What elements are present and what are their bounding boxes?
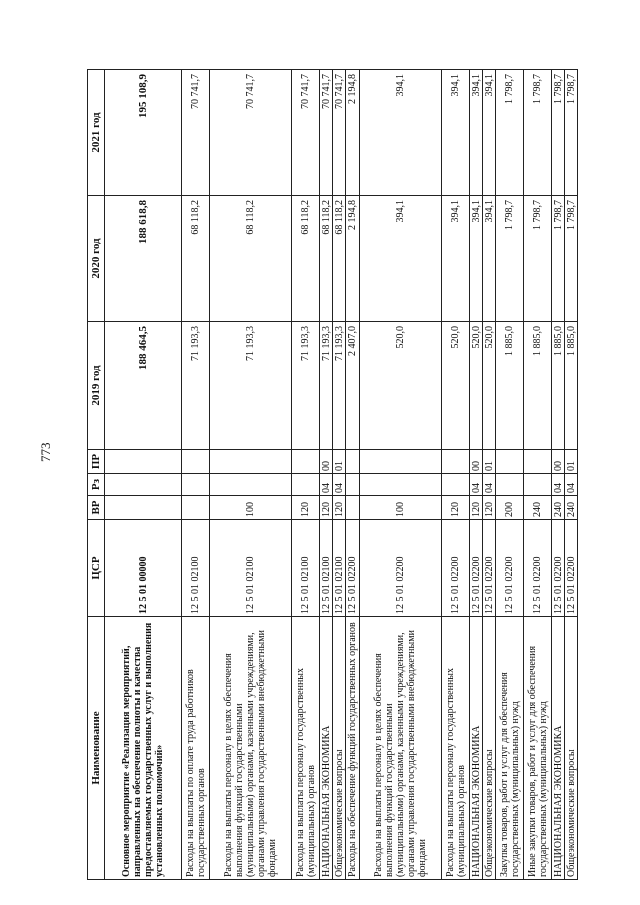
row-2020: 1 798,7 bbox=[496, 196, 524, 322]
row-2021: 1 798,7 bbox=[565, 70, 578, 196]
row-2021: 2 194,8 bbox=[346, 70, 360, 196]
row-vr: 240 bbox=[524, 496, 552, 520]
row-csr: 12 5 01 02200 bbox=[470, 520, 483, 617]
row-2021: 1 798,7 bbox=[552, 70, 565, 196]
row-csr: 12 5 01 02200 bbox=[442, 520, 470, 617]
row-rz: 04 bbox=[470, 474, 483, 496]
row-csr: 12 5 01 02200 bbox=[360, 520, 442, 617]
row-vr: 100 bbox=[360, 496, 442, 520]
row-vr: 120 bbox=[442, 496, 470, 520]
header-vr: ВР bbox=[88, 496, 105, 520]
row-pr: 01 bbox=[483, 450, 496, 474]
table-row bbox=[483, 70, 496, 880]
table-row bbox=[182, 70, 210, 880]
row-2021: 394,1 bbox=[470, 70, 483, 196]
row-2020: 188 618,8 bbox=[105, 196, 182, 322]
row-csr: 12 5 01 02200 bbox=[565, 520, 578, 617]
row-2019: 71 193,3 bbox=[210, 322, 292, 450]
row-name: Закупка товаров, работ и услуг для обеспечения государственных (муниципальных) нужд bbox=[496, 617, 524, 880]
row-rz: 04 bbox=[320, 474, 333, 496]
row-2021: 70 741,7 bbox=[210, 70, 292, 196]
row-2019: 71 193,3 bbox=[333, 322, 346, 450]
header-2020: 2020 год bbox=[88, 196, 105, 322]
table-row bbox=[346, 70, 360, 880]
row-2021: 70 741,7 bbox=[292, 70, 320, 196]
row-pr bbox=[442, 450, 470, 474]
table-row bbox=[333, 70, 346, 880]
row-pr bbox=[524, 450, 552, 474]
header-csr: ЦСР bbox=[88, 520, 105, 617]
row-pr bbox=[292, 450, 320, 474]
row-pr bbox=[105, 450, 182, 474]
row-2019: 520,0 bbox=[470, 322, 483, 450]
row-2021: 70 741,7 bbox=[320, 70, 333, 196]
row-2021: 394,1 bbox=[483, 70, 496, 196]
row-rz bbox=[524, 474, 552, 496]
row-csr: 12 5 01 02100 bbox=[182, 520, 210, 617]
budget-table bbox=[87, 69, 578, 880]
row-2020: 68 118,2 bbox=[292, 196, 320, 322]
row-rz: 04 bbox=[552, 474, 565, 496]
row-name: Основное мероприятие «Реализация мероприятий, направленных на обеспечение полноты и качества предоставляемых государственных услуг и выполнения установленных полномочий» bbox=[105, 617, 182, 880]
row-rz bbox=[496, 474, 524, 496]
table-row bbox=[292, 70, 320, 880]
row-2020: 68 118,2 bbox=[182, 196, 210, 322]
row-rz bbox=[105, 474, 182, 496]
row-2021: 195 108,9 bbox=[105, 70, 182, 196]
table-row bbox=[210, 70, 292, 880]
table-row bbox=[524, 70, 552, 880]
row-2020: 394,1 bbox=[360, 196, 442, 322]
row-2020: 394,1 bbox=[470, 196, 483, 322]
row-2019: 1 885,0 bbox=[565, 322, 578, 450]
row-pr: 00 bbox=[320, 450, 333, 474]
row-rz: 04 bbox=[483, 474, 496, 496]
row-name: Расходы на выплаты персоналу государственных (муниципальных) органов bbox=[292, 617, 320, 880]
budget-table-container bbox=[87, 70, 577, 880]
row-rz: 04 bbox=[565, 474, 578, 496]
row-2019: 188 464,5 bbox=[105, 322, 182, 450]
table-row bbox=[105, 70, 182, 880]
row-name: НАЦИОНАЛЬНАЯ ЭКОНОМИКА bbox=[320, 617, 333, 880]
row-csr: 12 5 01 02200 bbox=[346, 520, 360, 617]
table-header-row bbox=[88, 70, 105, 880]
row-2019: 71 193,3 bbox=[320, 322, 333, 450]
page-number: 773 bbox=[38, 442, 53, 462]
row-2019: 520,0 bbox=[483, 322, 496, 450]
row-2019: 71 193,3 bbox=[182, 322, 210, 450]
row-vr: 200 bbox=[496, 496, 524, 520]
row-vr: 240 bbox=[552, 496, 565, 520]
row-rz bbox=[182, 474, 210, 496]
header-2019: 2019 год bbox=[88, 322, 105, 450]
row-csr: 12 5 01 02100 bbox=[320, 520, 333, 617]
row-vr: 120 bbox=[320, 496, 333, 520]
row-2019: 1 885,0 bbox=[524, 322, 552, 450]
row-2019: 2 407,0 bbox=[346, 322, 360, 450]
row-2021: 1 798,7 bbox=[496, 70, 524, 196]
table-row bbox=[320, 70, 333, 880]
row-rz bbox=[210, 474, 292, 496]
row-rz bbox=[360, 474, 442, 496]
row-pr bbox=[210, 450, 292, 474]
row-pr: 01 bbox=[333, 450, 346, 474]
row-name: Расходы на выплаты персоналу в целях обеспечения выполнения функций государственными (муниципальными) органами, казенными учреждениями, органами управления государственными внебюджетными фондами bbox=[210, 617, 292, 880]
row-name: Расходы на выплаты по оплате труда работников государственных органов bbox=[182, 617, 210, 880]
row-csr: 12 5 01 02200 bbox=[524, 520, 552, 617]
row-name: Расходы на выплаты персоналу государственных (муниципальных) органов bbox=[442, 617, 470, 880]
row-2020: 1 798,7 bbox=[524, 196, 552, 322]
header-2021: 2021 год bbox=[88, 70, 105, 196]
row-2021: 394,1 bbox=[360, 70, 442, 196]
table-row bbox=[442, 70, 470, 880]
row-2019: 1 885,0 bbox=[552, 322, 565, 450]
row-name: НАЦИОНАЛЬНАЯ ЭКОНОМИКА bbox=[470, 617, 483, 880]
header-pr: ПР bbox=[88, 450, 105, 474]
row-2020: 68 118,2 bbox=[210, 196, 292, 322]
row-2020: 1 798,7 bbox=[565, 196, 578, 322]
row-name: Общеэкономические вопросы bbox=[333, 617, 346, 880]
row-pr bbox=[496, 450, 524, 474]
row-vr bbox=[182, 496, 210, 520]
row-2020: 394,1 bbox=[483, 196, 496, 322]
row-vr bbox=[346, 496, 360, 520]
row-2020: 68 118,2 bbox=[333, 196, 346, 322]
row-rz: 04 bbox=[333, 474, 346, 496]
row-name: НАЦИОНАЛЬНАЯ ЭКОНОМИКА bbox=[552, 617, 565, 880]
row-csr: 12 5 01 02100 bbox=[292, 520, 320, 617]
row-2019: 520,0 bbox=[360, 322, 442, 450]
row-2021: 70 741,7 bbox=[182, 70, 210, 196]
row-vr: 120 bbox=[483, 496, 496, 520]
row-pr bbox=[182, 450, 210, 474]
table-row bbox=[565, 70, 578, 880]
row-name: Общеэкономические вопросы bbox=[483, 617, 496, 880]
row-name: Расходы на выплаты персоналу в целях обеспечения выполнения функций государственными (муниципальными) органами, казенными учреждениями, органами управления государственными внебюджетными фондами bbox=[360, 617, 442, 880]
row-pr: 01 bbox=[565, 450, 578, 474]
row-2020: 394,1 bbox=[442, 196, 470, 322]
row-pr: 00 bbox=[552, 450, 565, 474]
row-pr bbox=[346, 450, 360, 474]
row-2021: 1 798,7 bbox=[524, 70, 552, 196]
row-csr: 12 5 01 02200 bbox=[552, 520, 565, 617]
row-2021: 394,1 bbox=[442, 70, 470, 196]
row-csr: 12 5 01 02200 bbox=[483, 520, 496, 617]
row-2019: 520,0 bbox=[442, 322, 470, 450]
row-name: Иные закупки товаров, работ и услуг для обеспечения государственных (муниципальных) нужд bbox=[524, 617, 552, 880]
header-rz: Рз bbox=[88, 474, 105, 496]
row-csr: 12 5 01 02100 bbox=[210, 520, 292, 617]
row-rz bbox=[346, 474, 360, 496]
row-vr: 240 bbox=[565, 496, 578, 520]
row-csr: 12 5 01 00000 bbox=[105, 520, 182, 617]
row-2021: 70 741,7 bbox=[333, 70, 346, 196]
row-pr: 00 bbox=[470, 450, 483, 474]
row-2019: 71 193,3 bbox=[292, 322, 320, 450]
row-name: Общеэкономические вопросы bbox=[565, 617, 578, 880]
header-name: Наименование bbox=[88, 617, 105, 880]
row-vr: 120 bbox=[333, 496, 346, 520]
row-2020: 2 194,8 bbox=[346, 196, 360, 322]
row-2020: 1 798,7 bbox=[552, 196, 565, 322]
table-row bbox=[496, 70, 524, 880]
row-name: Расходы на обеспечение функций государственных органов bbox=[346, 617, 360, 880]
row-rz bbox=[292, 474, 320, 496]
table-row bbox=[360, 70, 442, 880]
row-rz bbox=[442, 474, 470, 496]
row-2019: 1 885,0 bbox=[496, 322, 524, 450]
row-csr: 12 5 01 02100 bbox=[333, 520, 346, 617]
table-row bbox=[470, 70, 483, 880]
row-vr: 120 bbox=[470, 496, 483, 520]
row-csr: 12 5 01 02200 bbox=[496, 520, 524, 617]
row-pr bbox=[360, 450, 442, 474]
row-2020: 68 118,2 bbox=[320, 196, 333, 322]
row-vr bbox=[105, 496, 182, 520]
table-row bbox=[552, 70, 565, 880]
row-vr: 120 bbox=[292, 496, 320, 520]
row-vr: 100 bbox=[210, 496, 292, 520]
